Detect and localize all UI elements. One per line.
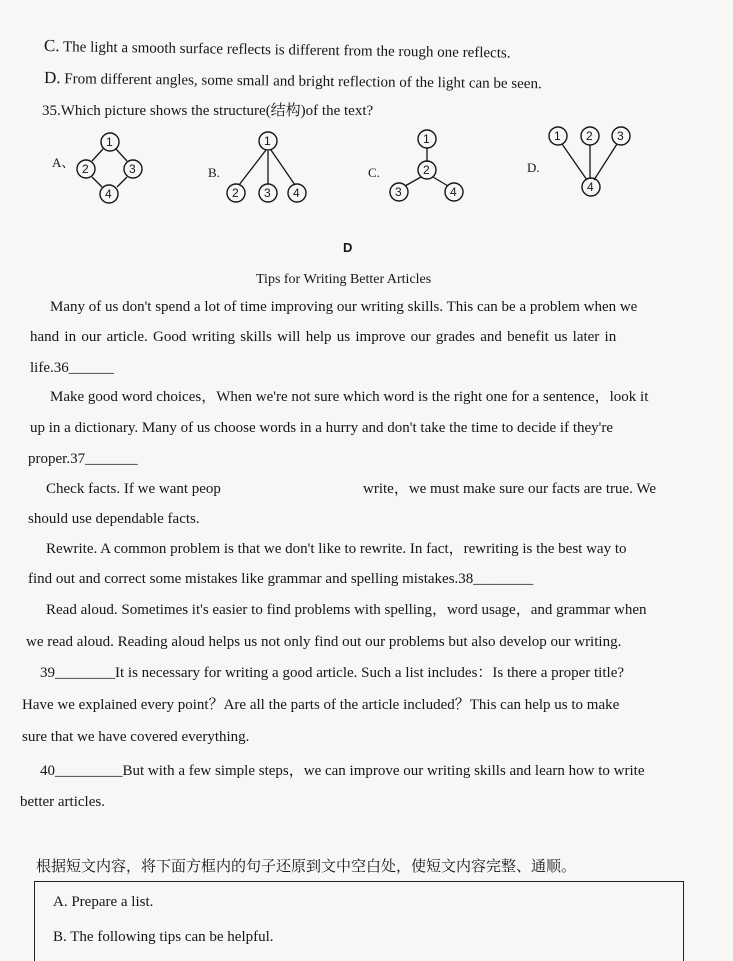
diagram-option-c[interactable] [368,130,463,201]
q34-option-c [44,36,511,64]
choice-text: The following tips can be helpful. [70,929,274,945]
article-line: 39________It is necessary for writing a good article. Such a list includes：Is there a proper title? [40,665,625,681]
choice-b [53,927,274,947]
diagram-a-edge [116,149,127,161]
article-line: hand in our article. Good writing skills will help us improve our grades and benefit us later in [30,329,617,345]
svg-text:1: 1 [554,129,561,143]
choice-text: Prepare a list. [71,894,154,910]
diagram-a-label: A、 [52,155,75,170]
choice-letter: B. [53,929,67,945]
diagram-a-node-4 [100,185,118,203]
task-instruction: 根据短文内容，将下面方框内的句子还原到文中空白处，使短文内容完整、通顺。 [36,857,577,875]
article-line: should use dependable facts. [28,511,200,527]
diagram-a-node-3 [124,160,142,178]
diagram-c-node-3 [390,183,408,201]
diagram-b-node-3 [259,184,277,202]
choice-letter: A. [53,894,68,910]
article-line: find out and correct some mistakes like grammar and spelling mistakes.38________ [28,571,534,587]
article-line: Check facts. If we want peop [46,481,221,497]
svg-text:2: 2 [586,129,593,143]
diagram-b-edge [271,150,295,185]
option-letter: D. [43,68,61,88]
svg-text:4: 4 [105,187,112,201]
svg-text:4: 4 [450,185,457,199]
diagram-c-node-4 [445,183,463,201]
article-line: up in a dictionary. Many of us choose words in a hurry and don't take the time to decide if they're [30,420,614,436]
question-text: Which picture shows the structure(结构)of the text? [60,103,374,119]
svg-text:1: 1 [264,134,271,148]
diagram-d-edge [594,144,617,180]
article-line: sure that we have covered everything. [22,729,250,745]
svg-text:3: 3 [264,186,271,200]
diagram-a-edge [92,177,102,187]
diagram-b-label: B. [208,165,220,180]
svg-text:4: 4 [587,180,594,194]
svg-text:1: 1 [423,132,430,146]
svg-text:2: 2 [82,162,89,176]
article-line: proper.37_______ [28,451,138,467]
svg-text:3: 3 [617,129,624,143]
diagram-svg [44,125,694,205]
article-line: Read aloud. Sometimes it's easier to find problems with spelling，word usage，and grammar when [46,602,647,618]
structure-diagrams [44,125,694,205]
diagram-b-edge [239,150,266,185]
svg-text:1: 1 [106,135,113,149]
svg-text:4: 4 [293,186,300,200]
choice-a [53,892,153,912]
diagram-c-edge [433,177,448,186]
diagram-b-node-4 [288,184,306,202]
diagram-a-edge [92,149,103,161]
choices-box [34,881,684,961]
diagram-a-node-1 [101,133,119,151]
article-line: Rewrite. A common problem is that we don't like to rewrite. In fact，rewriting is the best way to [46,541,627,557]
article-line: 40_________But with a few simple steps，we can improve our writing skills and learn how to write [40,763,645,779]
diagram-c-node-1 [418,130,436,148]
article-line: Many of us don't spend a lot of time improving our writing skills. This can be a problem when we [50,299,638,315]
diagram-d-node-4 [582,178,600,196]
article-line: better articles. [20,794,105,810]
diagram-d-label: D. [527,160,540,175]
diagram-d-node-3 [612,127,630,145]
article-line: life.36______ [30,360,114,376]
article-line: Have we explained every point？Are all the parts of the article included？This can help us to make [22,697,620,713]
diagram-a-edge [117,177,127,187]
svg-text:3: 3 [395,185,402,199]
article-line: write，we must make sure our facts are true. We [363,481,656,497]
diagram-c-label: C. [368,165,380,180]
diagram-d-node-1 [549,127,567,145]
diagram-c-node-2 [418,161,436,179]
option-text: From different angles, some small and bright reflection of the light can be seen. [64,71,542,93]
svg-text:3: 3 [129,162,136,176]
article-line: we read aloud. Reading aloud helps us not only find out our problems but also develop our writing. [26,634,622,650]
section-letter: D [343,240,353,255]
article-title: Tips for Writing Better Articles [256,272,432,287]
diagram-b-node-2 [227,184,245,202]
diagram-a-node-2 [77,160,95,178]
svg-text:2: 2 [232,186,239,200]
diagram-d-edge [562,144,587,180]
question-35 [42,101,373,121]
diagram-b-node-1 [259,132,277,150]
diagram-d-node-2 [581,127,599,145]
option-text: The light a smooth surface reflects is different from the rough one reflects. [62,39,511,62]
svg-text:2: 2 [423,163,430,177]
diagram-option-d[interactable] [527,127,630,196]
option-letter: C. [43,36,60,56]
article-line: Make good word choices，When we're not sure which word is the right one for a sentence，look it [50,389,649,405]
diagram-c-edge [405,177,421,186]
question-number: 35. [42,103,61,119]
q34-option-d [44,68,542,94]
diagram-option-b[interactable] [208,132,306,202]
diagram-option-a[interactable] [52,133,142,203]
